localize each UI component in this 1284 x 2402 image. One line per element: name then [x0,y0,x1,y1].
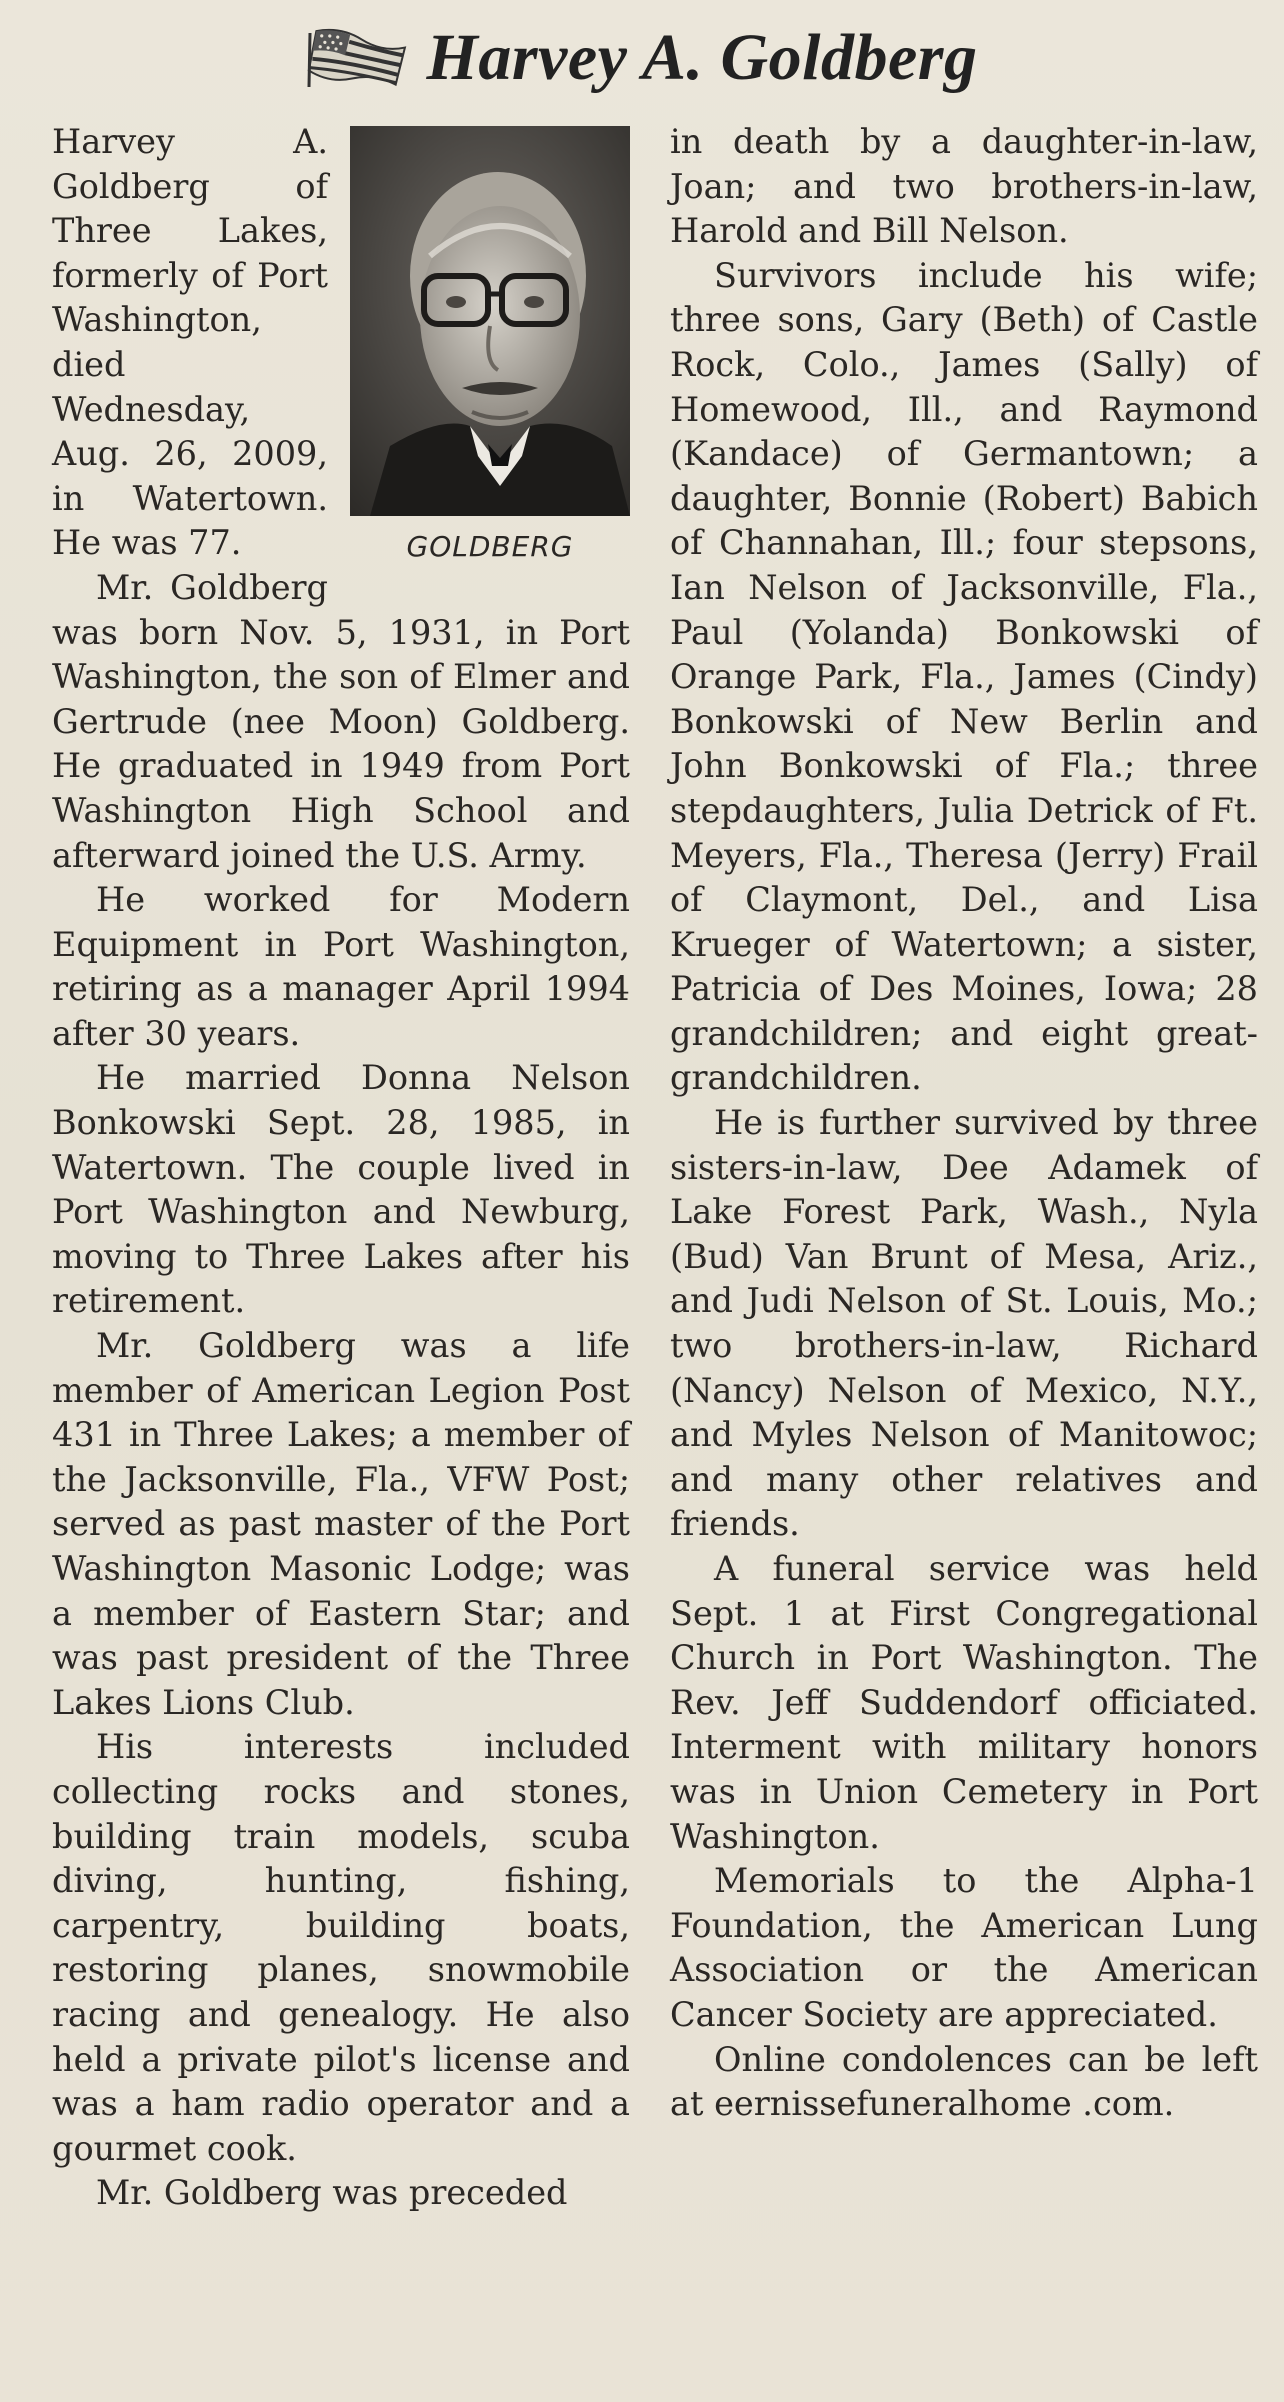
right-column [670,120,1258,2127]
paragraph-memorials: Memorials to the Alpha-1 Foundation, the American Lung Association or the American Cancer Society are appreciated. [670,1861,1258,2034]
title-row [0,18,1284,98]
paragraph-intro: Harvey A. Goldberg of Three Lakes, formerly of Port Washington, died Wednesday, Aug. 26, 2009, in Watertown. He was 77. [52,122,328,563]
paragraph-further-survivors: He is further survived by three sisters-in-law, Dee Adamek of Lake Forest Park, Wash., Nyla (Bud) Van Brunt of Mesa, Ariz., and Judi Nelson of St. Louis, Mo.; two brothers-in-law, Richard (Nancy) Nelson of Mexico, N.Y., and Myles Nelson of Manitowoc; and many other relatives and friends. [670,1103,1258,1544]
paragraph-condolences: Online condolences can be left at eernissefuneralhome .com. [670,2039,1258,2124]
paragraph-memberships: Mr. Goldberg was a life member of American Legion Post 431 in Three Lakes; a member of the Jacksonville, Fla., VFW Post; served as past master of the Port Washington Masonic Lodge; was a member of Eastern Star; and was past president of the Three Lakes Lions Club. [52,1326,630,1722]
paragraph-birth: Mr. Goldberg was born Nov. 5, 1931, in Port Washington, the son of Elmer and Gertrude (nee Moon) Goldberg. He graduated in 1949 from Port Washington High School and afterward joined the U.S. Army. [52,567,630,875]
portrait-photo [350,126,630,516]
paragraph-marriage: He married Donna Nelson Bonkowski Sept. 28, 1985, in Watertown. The couple lived in Port Washington and Newburg, moving to Three Lakes after his retirement. [52,1058,630,1321]
paragraph-interests: His interests included collecting rocks and stones, building train models, scuba diving, hunting, fishing, carpentry, building boats, restoring planes, snowmobile racing and genealogy. He also held a private pilot's license and was a ham radio operator and a gourmet cook. [52,1727,630,2168]
paragraph-preceded: Mr. Goldberg was preceded [96,2173,568,2213]
paragraph-preceded-continued: in death by a daughter-in-law, Joan; and two brothers-in-law, Harold and Bill Nelson. [670,122,1258,251]
paragraph-funeral: A funeral service was held Sept. 1 at First Congregational Church in Port Washington. The Rev. Jeff Suddendorf officiated. Interment with military honors was in Union Cemetery in Port Washington. [670,1549,1258,1856]
american-flag-icon [307,27,407,89]
portrait-figure [350,126,630,564]
obituary-title: Harvey A. Goldberg [426,21,978,94]
paragraph-survivors: Survivors include his wife; three sons, Gary (Beth) of Castle Rock, Colo., James (Sally) of Homewood, Ill., and Raymond (Kandace) of Germantown; a daughter, Bonnie (Robert) Babich of Channahan, Ill.; four stepsons, Ian Nelson of Jacksonville, Fla., Paul (Yolanda) Bonkowski of Orange Park, Fla., James (Cindy) Bonkowski of New Berlin and John Bonkowski of Fla.; three stepdaughters, Julia Detrick of Ft. Meyers, Fla., Theresa (Jerry) Frail of Claymont, Del., and Lisa Krueger of Watertown; a sister, Patricia of Des Moines, Iowa; 28 grandchildren; and eight great-grandchildren. [670,255,1258,1098]
left-column [52,120,630,2216]
photo-caption: GOLDBERG [406,530,574,563]
paragraph-career: He worked for Modern Equipment in Port Washington, retiring as a manager April 1994 after 30 years. [52,880,630,1053]
